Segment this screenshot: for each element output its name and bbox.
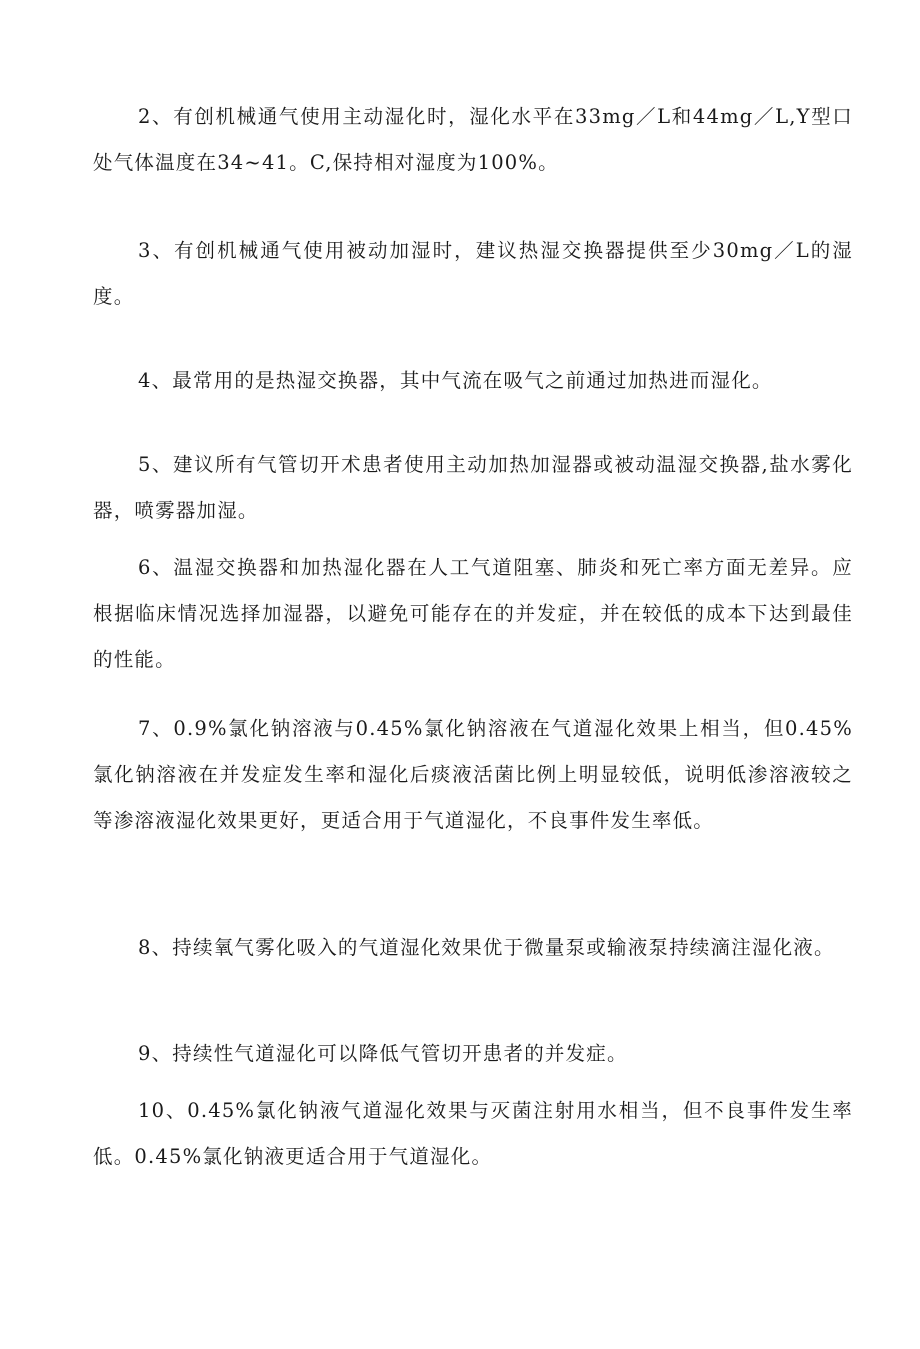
paragraph-item-2: 2、有创机械通气使用主动湿化时，湿化水平在33mg／L和44mg／L,Y型口处气体温度在34~41。C,保持相对湿度为100%。 <box>93 105 853 174</box>
paragraph-item-9: 9、持续性气道湿化可以降低气管切开患者的并发症。 <box>138 1042 628 1065</box>
paragraph-item-5: 5、建议所有气管切开术患者使用主动加热加湿器或被动温湿交换器,盐水雾化器，喷雾器加湿。 <box>93 453 853 522</box>
paragraph-item-4: 4、最常用的是热湿交换器，其中气流在吸气之前通过加热进而湿化。 <box>138 369 773 392</box>
paragraph-item-10: 10、0.45%氯化钠液气道湿化效果与灭菌注射用水相当，但不良事件发生率低。0.45%氯化钠液更适合用于气道湿化。 <box>93 1099 853 1168</box>
paragraph-item-3: 3、有创机械通气使用被动加湿时，建议热湿交换器提供至少30mg／L的湿度。 <box>93 239 853 308</box>
paragraph-item-6: 6、温湿交换器和加热湿化器在人工气道阻塞、肺炎和死亡率方面无差异。应根据临床情况选择加湿器，以避免可能存在的并发症，并在较低的成本下达到最佳的性能。 <box>93 556 853 671</box>
paragraph-item-8: 8、持续氧气雾化吸入的气道湿化效果优于微量泵或输液泵持续滴注湿化液。 <box>138 936 835 959</box>
paragraph-item-7: 7、0.9%氯化钠溶液与0.45%氯化钠溶液在气道湿化效果上相当，但0.45%氯化钠溶液在并发症发生率和湿化后痰液活菌比例上明显较低，说明低渗溶液较之等渗溶液湿化效果更好，更适合用于气道湿化，不良事件发生率低。 <box>93 717 853 832</box>
